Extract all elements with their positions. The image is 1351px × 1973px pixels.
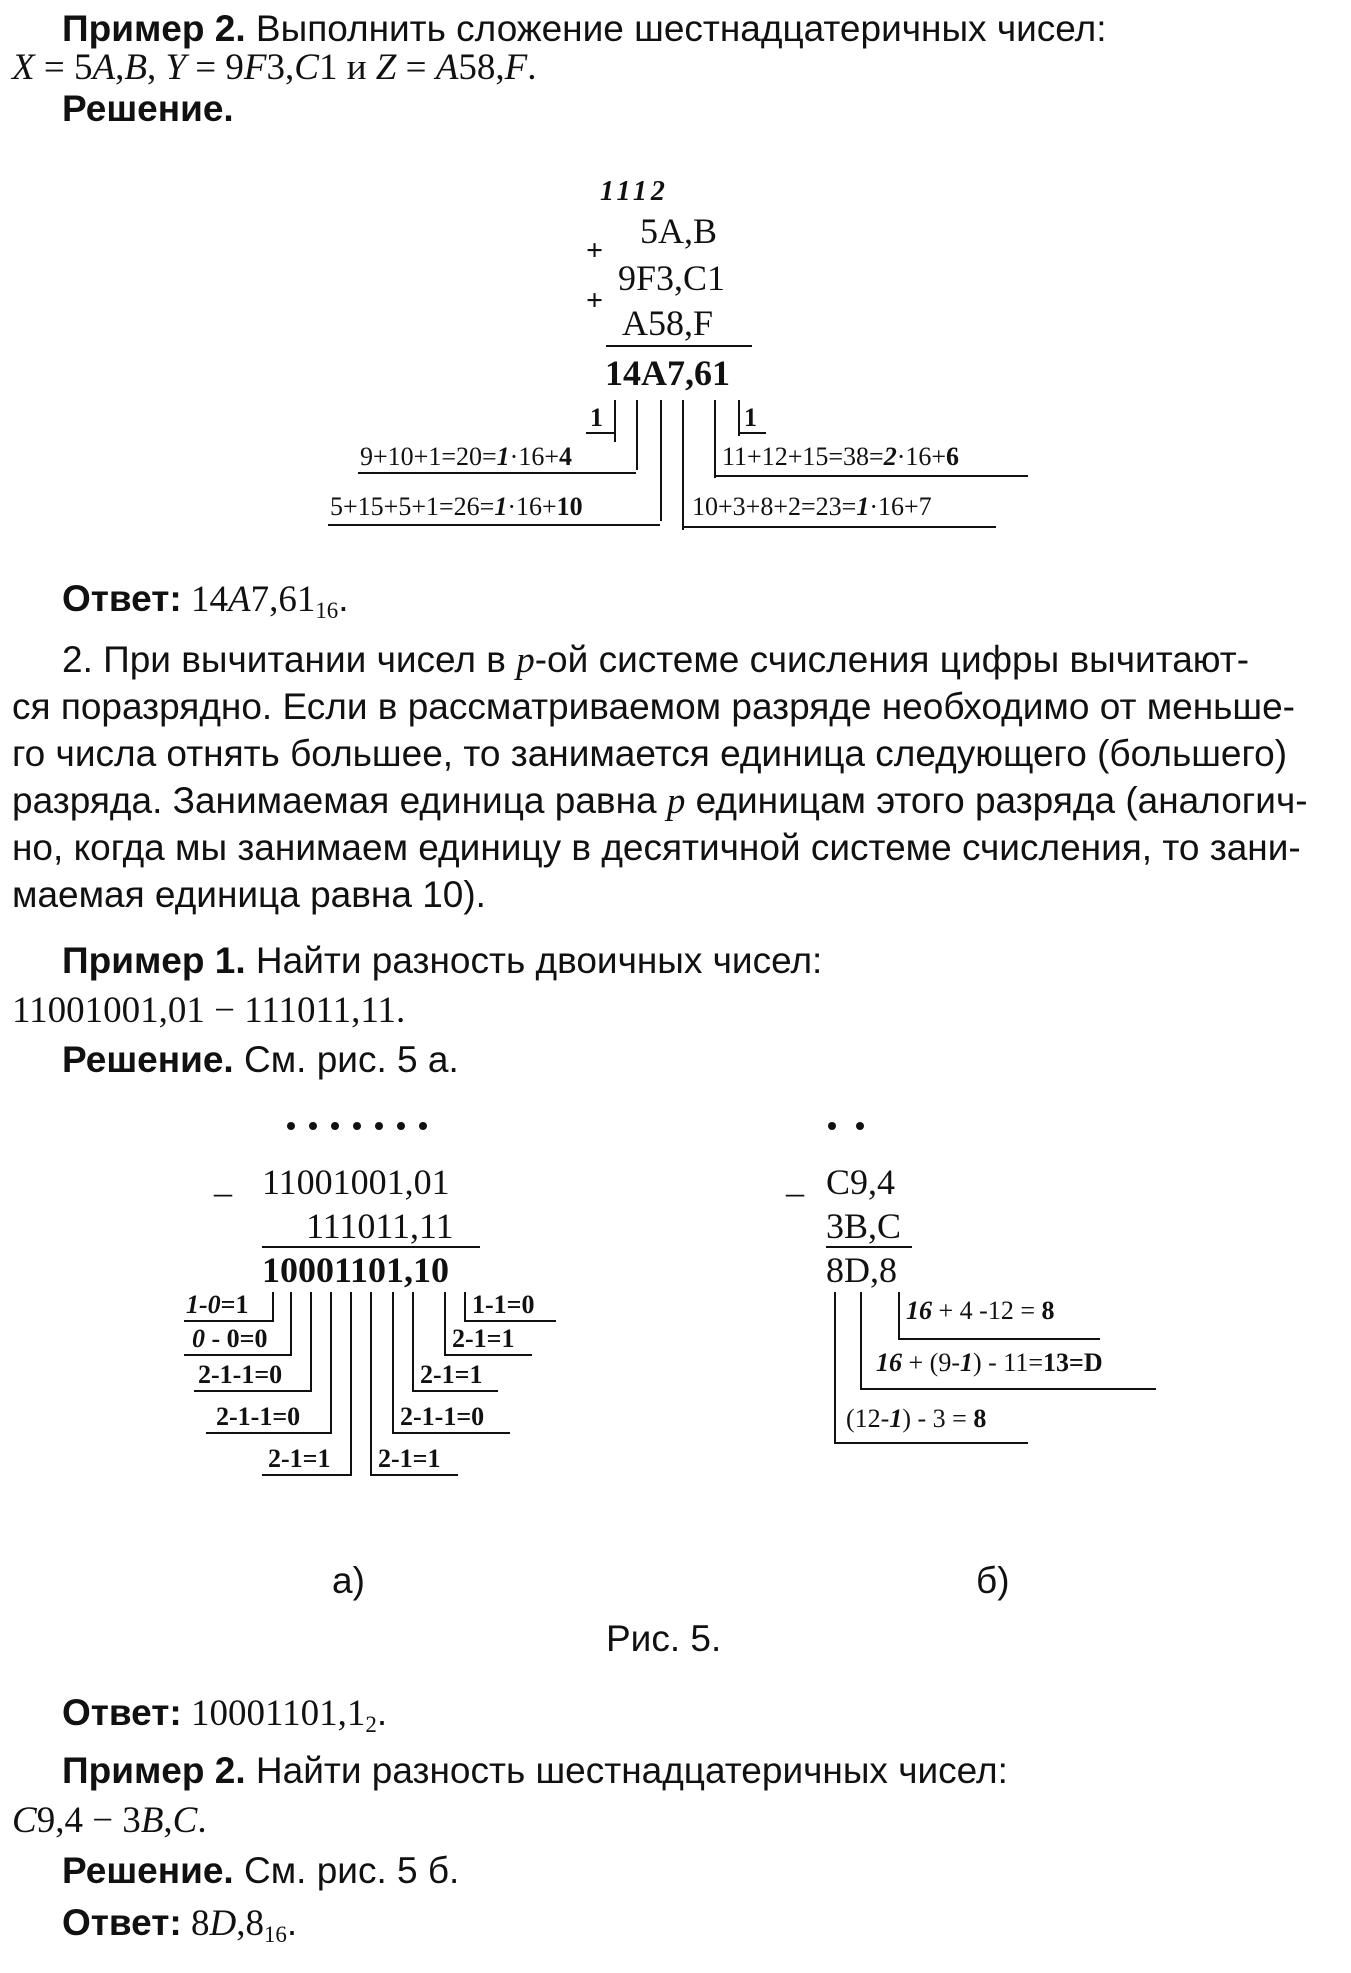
- text: p: [516, 640, 535, 681]
- answer-label: Ответ:: [62, 1902, 182, 1943]
- example-1-expression: 11001001,01 − 111011,11.: [12, 990, 406, 1031]
- text: ,8: [236, 1903, 264, 1944]
- step-right-5: 2-1=1: [378, 1444, 441, 1473]
- text: F: [243, 47, 267, 88]
- text: C: [172, 1800, 198, 1841]
- text: D: [209, 1903, 237, 1944]
- answer-label: Ответ:: [62, 1692, 182, 1733]
- text: + (9-: [902, 1348, 960, 1377]
- text: .: [197, 1800, 207, 1841]
- underline: [370, 1474, 458, 1476]
- operand-1: 5A,B: [640, 211, 718, 251]
- bracket-line: [738, 400, 740, 436]
- underline: [464, 1320, 556, 1322]
- underline: [834, 1442, 1028, 1444]
- text: См. рис. 5 а.: [233, 1039, 459, 1080]
- text: 14: [181, 579, 228, 620]
- text: A: [227, 579, 251, 620]
- step-b-3: [846, 1406, 986, 1432]
- text: См. рис. 5 б.: [233, 1850, 460, 1891]
- underline: [444, 1354, 532, 1356]
- difference-result: 8D,8: [826, 1250, 897, 1290]
- text: 2: [883, 442, 897, 471]
- example-2-sub-heading: [62, 1752, 1008, 1789]
- paragraph-line-5: но, когда мы занимаем единицу в десятичной системе счисления, то зани-: [12, 827, 1301, 868]
- bracket-line: [636, 400, 638, 470]
- calc-note-1: [360, 444, 572, 470]
- step-right-4: 2-1-1=0: [400, 1402, 485, 1431]
- text: разряда. Занимаемая единица равна: [12, 780, 667, 821]
- text: 4: [558, 442, 572, 471]
- difference-result: 10001101,10: [262, 1250, 450, 1290]
- borrow-dot: [309, 1122, 317, 1130]
- text: 0: [192, 1324, 205, 1353]
- text: .: [527, 47, 537, 88]
- step-left-2: [192, 1326, 267, 1352]
- borrow-dot: [397, 1122, 405, 1130]
- step-right-1: 1-1=0: [472, 1290, 535, 1319]
- solution-label: Решение.: [62, 1039, 234, 1080]
- bracket-line: [370, 1292, 372, 1476]
- carry-mark-right: 1: [744, 403, 757, 432]
- text: C: [294, 47, 319, 88]
- underline: [194, 1390, 310, 1392]
- paragraph-line-3: го числа отнять большее, то занимается единица следующего (большего): [12, 733, 1288, 774]
- underline: [328, 524, 660, 526]
- step-left-1: [186, 1292, 249, 1318]
- text: 10001101,1: [181, 1693, 366, 1734]
- answer-sub-binary: [62, 1694, 387, 1737]
- text: 8: [1041, 1296, 1055, 1325]
- example-2-sub-expression: [12, 1802, 207, 1839]
- sum-result: 14A7,61: [605, 353, 730, 393]
- example-label: Пример 1.: [62, 940, 246, 981]
- text: 7,61: [250, 579, 316, 620]
- bracket-line: [444, 1292, 446, 1356]
- borrow-dot: [287, 1122, 295, 1130]
- step-left-5: 2-1=1: [268, 1444, 331, 1473]
- text: .: [376, 1692, 388, 1733]
- underline: [716, 475, 1028, 477]
- example-text: Найти разность шестнадцатеричных чисел:: [245, 1750, 1008, 1791]
- example-1-solution: [62, 1041, 459, 1078]
- text: p: [666, 781, 686, 822]
- text: C: [12, 1800, 37, 1841]
- text: 1: [959, 1348, 973, 1377]
- step-left-3: 2-1-1=0: [198, 1360, 283, 1389]
- subtrahend: 3B,C: [826, 1206, 902, 1246]
- text: 1: [889, 1404, 903, 1433]
- text: -ой системе счисления цифры вычитают-: [534, 639, 1250, 680]
- carries: 1112: [600, 176, 669, 207]
- sum-line: [606, 345, 752, 347]
- example-label: Пример 2.: [62, 8, 246, 49]
- subtrahend: 111011,11: [306, 1206, 454, 1246]
- text: =1: [220, 1290, 249, 1319]
- text: 1 и: [318, 47, 376, 88]
- operand-3: A58,F: [622, 303, 714, 343]
- text: A: [435, 47, 459, 88]
- example-label: Пример 2.: [62, 1750, 246, 1791]
- subscript: 16: [263, 1921, 287, 1947]
- text: ) - 11=: [972, 1348, 1043, 1377]
- text: 9,4 − 3: [36, 1800, 141, 1841]
- step-right-2: 2-1=1: [452, 1324, 515, 1353]
- text: .: [286, 1902, 298, 1943]
- text: ·16+: [507, 492, 557, 521]
- underline: [412, 1390, 498, 1392]
- underline: [860, 1388, 1156, 1390]
- answer-sub-hex: [62, 1904, 297, 1947]
- text: = 5: [34, 47, 93, 88]
- bracket-line: [310, 1292, 312, 1392]
- underline: [206, 1432, 330, 1434]
- text: B: [124, 47, 147, 88]
- text: ·16+7: [869, 492, 932, 521]
- step-b-1: [906, 1298, 1054, 1324]
- paragraph-line-6: маемая единица равна 10).: [12, 874, 486, 915]
- text: ·16+: [509, 442, 559, 471]
- paragraph-line-4: [12, 782, 1308, 820]
- text: ·16+: [896, 442, 947, 471]
- text: 1: [494, 492, 508, 521]
- figure-b-label: б): [976, 1560, 1010, 1601]
- subscript: 16: [315, 597, 339, 623]
- text: единицам этого разряда (аналогич-: [685, 780, 1308, 821]
- difference-line: [262, 1246, 480, 1248]
- text: + 4 -12 =: [932, 1296, 1042, 1325]
- borrow-dot: [419, 1122, 427, 1130]
- calc-note-3: [722, 444, 959, 470]
- underline: [358, 472, 636, 474]
- text: 1: [496, 442, 510, 471]
- underline: [184, 1354, 290, 1356]
- text: 10: [556, 492, 583, 521]
- text: 1-0: [186, 1290, 221, 1319]
- text: 13=D: [1043, 1348, 1103, 1377]
- borrow-dot: [331, 1122, 339, 1130]
- var-y: Y: [165, 47, 187, 88]
- text: = 9: [186, 47, 244, 88]
- bracket-line: [392, 1292, 394, 1434]
- text: 6: [946, 442, 960, 471]
- text: .: [338, 578, 349, 619]
- solution-label: Решение.: [62, 88, 234, 129]
- text: ,: [115, 47, 125, 88]
- borrow-dot: [856, 1122, 864, 1130]
- text: 58,: [458, 47, 505, 88]
- underline: [738, 432, 766, 434]
- bracket-line: [898, 1292, 900, 1340]
- bracket-line: [714, 400, 716, 478]
- answer-label: Ответ:: [62, 578, 182, 619]
- bracket-line: [614, 400, 616, 442]
- text: - 0=0: [205, 1324, 268, 1353]
- borrow-dot: [353, 1122, 361, 1130]
- subscript: 2: [365, 1711, 377, 1737]
- underline: [684, 526, 996, 528]
- bracket-line: [290, 1292, 292, 1356]
- text: 3,: [266, 47, 295, 88]
- bracket-line: [350, 1292, 352, 1476]
- text: ,: [146, 47, 166, 88]
- step-b-2: [876, 1350, 1103, 1376]
- bracket-line: [682, 400, 684, 530]
- bracket-line: [860, 1292, 862, 1390]
- text: ) - 3 =: [902, 1404, 974, 1433]
- text: 1: [856, 492, 870, 521]
- calc-note-4: [692, 494, 932, 520]
- example-2-add-numbers: [12, 49, 536, 86]
- underline: [262, 1474, 350, 1476]
- operand-2: 9F3,C1: [618, 258, 726, 298]
- answer-add: [62, 580, 349, 623]
- bracket-line: [330, 1292, 332, 1434]
- text: A: [92, 47, 116, 88]
- text: 16: [906, 1296, 932, 1325]
- example-2-add-heading: [62, 10, 1107, 47]
- text: (12-: [846, 1404, 890, 1433]
- plus-sign-1: +: [586, 234, 604, 267]
- text: =: [396, 47, 436, 88]
- text: 8: [973, 1404, 987, 1433]
- carry-mark-left: 1: [590, 403, 603, 432]
- underline: [898, 1338, 1100, 1340]
- text: ,: [163, 1800, 173, 1841]
- text: 5+15+5+1=26=: [330, 492, 495, 521]
- figure-a-label: а): [332, 1560, 365, 1601]
- text: F: [504, 47, 528, 88]
- text: 16: [876, 1348, 902, 1377]
- text: 2. При вычитании чисел в: [62, 639, 517, 680]
- example-text: Выполнить сложение шестнадцатеричных чисел:: [245, 8, 1107, 49]
- minuend: C9,4: [826, 1162, 896, 1202]
- text: 10+3+8+2=23=: [692, 492, 857, 521]
- bracket-line: [412, 1292, 414, 1392]
- example-2-sub-solution: [62, 1852, 459, 1889]
- bracket-line: [464, 1292, 466, 1322]
- minuend: 11001001,01: [262, 1162, 450, 1202]
- bracket-line: [272, 1292, 274, 1322]
- underline: [392, 1432, 510, 1434]
- minus-sign: _: [214, 1160, 232, 1200]
- paragraph-line-1: [62, 641, 1249, 679]
- var-x: X: [12, 47, 35, 88]
- step-right-3: 2-1=1: [420, 1360, 483, 1389]
- text: 9+10+1=20=: [360, 442, 497, 471]
- calc-note-2: [330, 494, 583, 520]
- example-1-sub-heading: [62, 942, 822, 979]
- difference-line: [826, 1246, 912, 1248]
- solution-label: Решение.: [62, 1850, 234, 1891]
- text: 8: [181, 1903, 210, 1944]
- plus-sign-2: +: [586, 284, 604, 317]
- underline: [586, 432, 614, 434]
- var-z: Z: [375, 47, 397, 88]
- minus-sign: _: [786, 1160, 804, 1200]
- figure-caption: Рис. 5.: [606, 1618, 722, 1659]
- underline: [184, 1320, 272, 1322]
- borrow-dot: [828, 1122, 836, 1130]
- borrow-dot: [375, 1122, 383, 1130]
- bracket-line: [834, 1292, 836, 1444]
- text: B: [140, 1800, 164, 1841]
- paragraph-line-2: ся поразрядно. Если в рассматриваемом разряде необходимо от меньше-: [12, 686, 1296, 727]
- step-left-4: 2-1-1=0: [216, 1402, 301, 1431]
- text: 11+12+15=38=: [722, 442, 884, 471]
- bracket-line: [660, 400, 662, 521]
- example-text: Найти разность двоичных чисел:: [245, 940, 823, 981]
